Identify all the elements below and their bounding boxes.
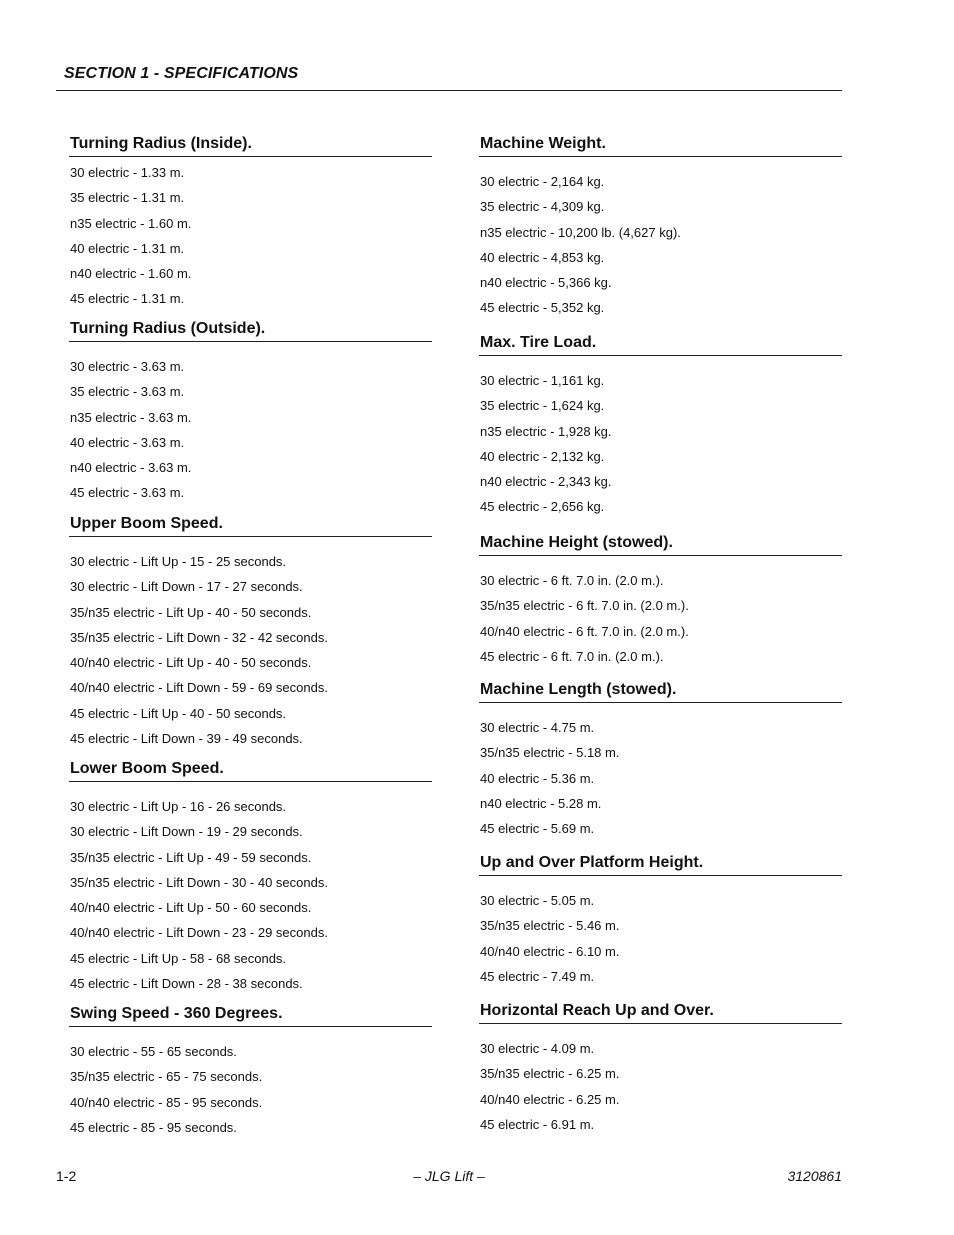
spec-item: 35 electric - 3.63 m.	[70, 384, 185, 400]
spec-item: 45 electric - 85 - 95 seconds.	[70, 1119, 237, 1135]
spec-item: 40 electric - 3.63 m.	[70, 434, 185, 450]
spec-section-max-tire-load	[479, 333, 842, 520]
spec-list	[69, 354, 432, 506]
spec-item: 45 electric - 5,352 kg.	[480, 300, 605, 316]
spec-list	[69, 794, 432, 996]
spec-item: 40/n40 electric - 6 ft. 7.0 in. (2.0 m.).	[480, 623, 689, 639]
spec-item: 35/n35 electric - 5.18 m.	[480, 745, 620, 761]
spec-item: 30 electric - 5.05 m.	[480, 893, 595, 908]
spec-item: 40/n40 electric - Lift Up - 40 - 50 seconds.	[70, 655, 312, 671]
spec-item: 35/n35 electric - 6.25 m.	[480, 1066, 620, 1082]
spec-item: 35/n35 electric - 65 - 75 seconds.	[70, 1069, 263, 1085]
spec-item: 40/n40 electric - 6.10 m.	[480, 943, 620, 959]
spec-list	[69, 1039, 432, 1140]
spec-item: 45 electric - 3.63 m.	[70, 485, 185, 501]
spec-item: 30 electric - 6 ft. 7.0 in. (2.0 m.).	[480, 573, 664, 588]
spec-item: n40 electric - 1.60 m.	[70, 266, 192, 282]
document-number: 3120861	[787, 1168, 842, 1184]
spec-item: 35 electric - 4,309 kg.	[480, 199, 605, 215]
spec-item: 30 electric - 3.63 m.	[70, 359, 185, 374]
spec-item: n40 electric - 5,366 kg.	[480, 275, 612, 291]
section-heading: Horizontal Reach Up and Over.	[479, 1001, 842, 1024]
spec-item: 35/n35 electric - Lift Up - 49 - 59 seconds.	[70, 849, 312, 865]
spec-item: 40 electric - 1.31 m.	[70, 240, 185, 256]
page-footer	[56, 1168, 842, 1188]
spec-item: 30 electric - 4.09 m.	[480, 1041, 595, 1056]
spec-item: 30 electric - 4.75 m.	[480, 720, 595, 735]
spec-item: 40/n40 electric - 85 - 95 seconds.	[70, 1094, 263, 1110]
spec-item: n40 electric - 5.28 m.	[480, 795, 602, 811]
spec-item: n35 electric - 10,200 lb. (4,627 kg).	[480, 224, 681, 240]
spec-item: 35/n35 electric - Lift Down - 30 - 40 seconds.	[70, 874, 328, 890]
spec-section-swing-speed-360-degrees	[69, 1004, 432, 1140]
section-heading: Up and Over Platform Height.	[479, 853, 842, 876]
section-heading: Machine Height (stowed).	[479, 533, 842, 556]
spec-item: 45 electric - Lift Up - 58 - 68 seconds.	[70, 950, 287, 966]
spec-item: 35/n35 electric - 5.46 m.	[480, 918, 620, 934]
spec-section-up-and-over-platform-height	[479, 853, 842, 989]
spec-item: 30 electric - 1.33 m.	[70, 165, 185, 180]
section-heading: Swing Speed - 360 Degrees.	[69, 1004, 432, 1027]
spec-item: 45 electric - 2,656 kg.	[480, 499, 605, 515]
spec-item: 30 electric - Lift Up - 16 - 26 seconds.	[70, 799, 287, 814]
page-header	[56, 64, 842, 91]
spec-item: 45 electric - 6 ft. 7.0 in. (2.0 m.).	[480, 648, 664, 664]
spec-item: 45 electric - Lift Down - 28 - 38 seconds.	[70, 976, 303, 992]
spec-item: n35 electric - 3.63 m.	[70, 409, 192, 425]
spec-item: n40 electric - 2,343 kg.	[480, 474, 612, 490]
spec-item: 30 electric - Lift Down - 19 - 29 seconds.	[70, 824, 303, 840]
spec-list	[479, 568, 842, 669]
section-heading: Max. Tire Load.	[479, 333, 842, 356]
spec-list	[479, 368, 842, 520]
spec-item: n35 electric - 1,928 kg.	[480, 423, 612, 439]
footer-brand: – JLG Lift –	[413, 1168, 485, 1184]
spec-list	[69, 549, 432, 751]
spec-item: 45 electric - Lift Up - 40 - 50 seconds.	[70, 705, 287, 721]
spec-item: 45 electric - 5.69 m.	[480, 821, 595, 837]
spec-item: 35/n35 electric - 6 ft. 7.0 in. (2.0 m.).	[480, 598, 689, 614]
spec-item: 45 electric - 6.91 m.	[480, 1116, 595, 1132]
section-heading: Turning Radius (Outside).	[69, 319, 432, 342]
spec-item: 45 electric - Lift Down - 39 - 49 seconds.	[70, 731, 303, 747]
spec-section-turning-radius-outside	[69, 319, 432, 506]
spec-section-machine-weight	[479, 134, 842, 321]
section-title: SECTION 1 - SPECIFICATIONS	[64, 65, 299, 82]
spec-item: 40/n40 electric - Lift Down - 23 - 29 seconds.	[70, 925, 328, 941]
spec-list	[479, 1036, 842, 1137]
spec-item: 40/n40 electric - 6.25 m.	[480, 1091, 620, 1107]
spec-item: n40 electric - 3.63 m.	[70, 460, 192, 476]
spec-item: 45 electric - 7.49 m.	[480, 968, 595, 984]
spec-item: 40 electric - 2,132 kg.	[480, 448, 605, 464]
spec-item: 45 electric - 1.31 m.	[70, 291, 185, 307]
spec-list	[69, 160, 432, 312]
spec-item: 40/n40 electric - Lift Down - 59 - 69 seconds.	[70, 680, 328, 696]
section-heading: Upper Boom Speed.	[69, 514, 432, 537]
spec-item: 30 electric - 1,161 kg.	[480, 373, 605, 388]
spec-item: 40/n40 electric - Lift Up - 50 - 60 seconds.	[70, 900, 312, 916]
spec-item: 35 electric - 1.31 m.	[70, 190, 185, 206]
spec-item: 40 electric - 4,853 kg.	[480, 249, 605, 265]
spec-section-turning-radius-inside	[69, 134, 432, 312]
section-heading: Machine Length (stowed).	[479, 680, 842, 703]
spec-section-machine-height-stowed	[479, 533, 842, 669]
section-heading: Lower Boom Speed.	[69, 759, 432, 782]
spec-item: 35/n35 electric - Lift Down - 32 - 42 seconds.	[70, 629, 328, 645]
section-heading: Machine Weight.	[479, 134, 842, 157]
spec-item: 35/n35 electric - Lift Up - 40 - 50 seconds.	[70, 604, 312, 620]
spec-section-horizontal-reach-up-and-over	[479, 1001, 842, 1137]
spec-list	[479, 888, 842, 989]
spec-item: 30 electric - Lift Down - 17 - 27 seconds.	[70, 579, 303, 595]
spec-item: 30 electric - 2,164 kg.	[480, 174, 605, 189]
spec-item: 40 electric - 5.36 m.	[480, 770, 595, 786]
spec-item: 30 electric - Lift Up - 15 - 25 seconds.	[70, 554, 287, 569]
spec-item: 30 electric - 55 - 65 seconds.	[70, 1044, 237, 1059]
spec-list	[479, 169, 842, 321]
spec-list	[479, 715, 842, 841]
page-number: 1-2	[56, 1168, 77, 1184]
spec-item: 35 electric - 1,624 kg.	[480, 398, 605, 414]
spec-item: n35 electric - 1.60 m.	[70, 215, 192, 231]
section-heading: Turning Radius (Inside).	[69, 134, 432, 157]
spec-section-lower-boom-speed	[69, 759, 432, 996]
spec-section-upper-boom-speed	[69, 514, 432, 751]
spec-section-machine-length-stowed	[479, 680, 842, 841]
